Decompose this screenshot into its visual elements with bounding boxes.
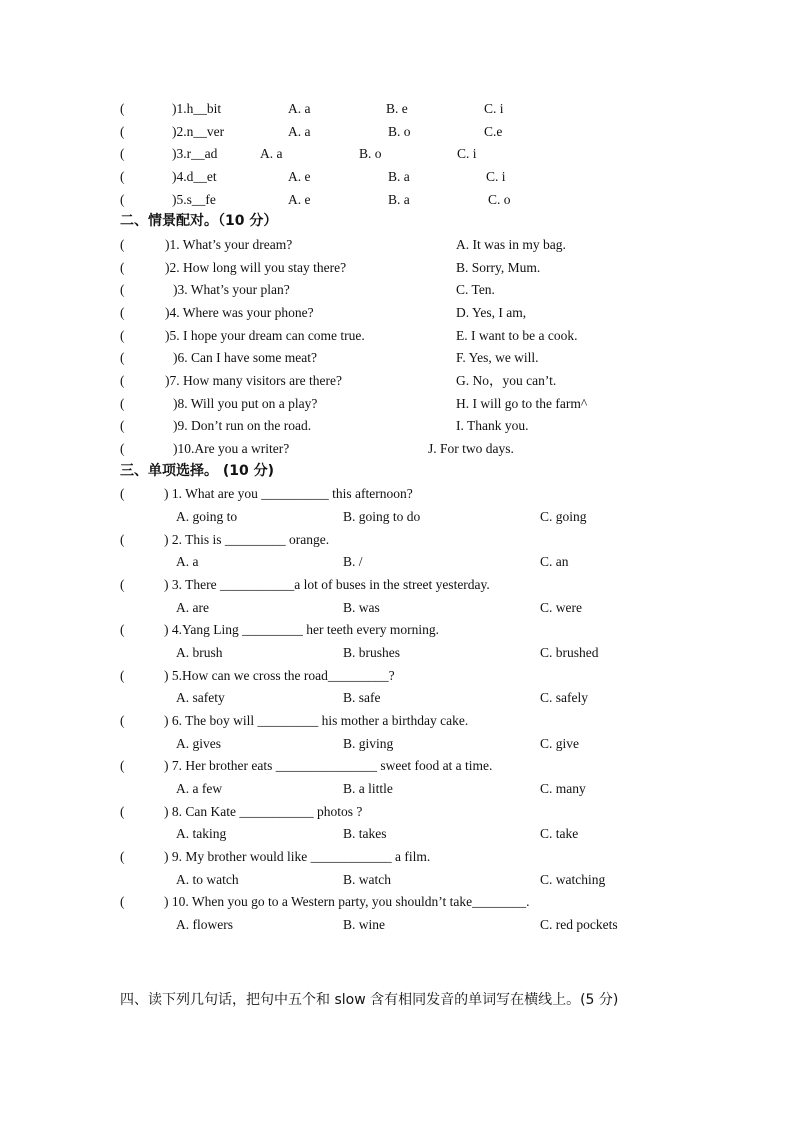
option-c: C. i <box>457 146 477 161</box>
match-answer: I. Thank you. <box>456 418 529 433</box>
option-a: A. safety <box>176 690 225 705</box>
option-c: C. going <box>540 509 587 524</box>
answer-paren[interactable]: ( <box>120 237 125 252</box>
question-text: )3. What’s your plan? <box>173 282 290 297</box>
answer-paren[interactable]: ( <box>120 758 125 773</box>
answer-paren[interactable]: ( <box>120 146 125 161</box>
question-text: )3.r__ad <box>172 146 218 161</box>
option-a: A. a <box>260 146 283 161</box>
match-answer: G. No，you can’t. <box>456 373 557 388</box>
question-text: )5. I hope your dream can come true. <box>165 328 365 343</box>
option-b: B. a <box>388 192 410 207</box>
question-text: )7. How many visitors are there? <box>165 373 342 388</box>
answer-paren[interactable]: ( <box>120 713 125 728</box>
option-c: C. o <box>488 192 511 207</box>
answer-paren[interactable]: ( <box>120 169 125 184</box>
option-c: C. safely <box>540 690 588 705</box>
answer-paren[interactable]: ( <box>120 260 125 275</box>
question-text: ) 3. There ___________a lot of buses in the street yesterday. <box>164 577 490 592</box>
option-b: B. wine <box>343 917 385 932</box>
question-text: )6. Can I have some meat? <box>173 350 317 365</box>
answer-paren[interactable]: ( <box>120 486 125 501</box>
answer-paren[interactable]: ( <box>120 373 125 388</box>
answer-paren[interactable]: ( <box>120 101 125 116</box>
question-text: )8. Will you put on a play? <box>173 396 318 411</box>
question-text: )1. What’s your dream? <box>165 237 293 252</box>
option-c: C. i <box>484 101 504 116</box>
option-b: B. was <box>343 600 380 615</box>
answer-paren[interactable]: ( <box>120 350 125 365</box>
answer-paren[interactable]: ( <box>120 622 125 637</box>
option-a: A. e <box>288 192 311 207</box>
match-answer: A. It was in my bag. <box>456 237 566 252</box>
answer-paren[interactable]: ( <box>120 192 125 207</box>
answer-paren[interactable]: ( <box>120 328 125 343</box>
option-b: B. a little <box>343 781 393 796</box>
option-b: B. o <box>359 146 382 161</box>
option-b: B. going to do <box>343 509 421 524</box>
option-a: A. flowers <box>176 917 233 932</box>
question-text: ) 10. When you go to a Western party, you shouldn’t take________. <box>164 894 530 909</box>
question-text: ) 1. What are you __________ this afternoon? <box>164 486 413 501</box>
option-b: B. watch <box>343 872 391 887</box>
question-text: )4. Where was your phone? <box>165 305 314 320</box>
question-text: ) 2. This is _________ orange. <box>164 532 330 547</box>
option-c: C. many <box>540 781 586 796</box>
option-c: C. brushed <box>540 645 599 660</box>
section-heading: 三、单项选择。 (10 分) <box>120 463 275 479</box>
answer-paren[interactable]: ( <box>120 441 125 456</box>
option-c: C.e <box>484 124 503 139</box>
option-b: B. a <box>388 169 410 184</box>
option-b: B. e <box>386 101 408 116</box>
answer-paren[interactable]: ( <box>120 804 125 819</box>
answer-paren[interactable]: ( <box>120 124 125 139</box>
question-text: )2.n__ver <box>172 124 225 139</box>
option-a: A. taking <box>176 826 227 841</box>
option-c: C. an <box>540 554 569 569</box>
option-a: A. gives <box>176 736 221 751</box>
option-a: A. are <box>176 600 209 615</box>
question-text: ) 7. Her brother eats _______________ sweet food at a time. <box>164 758 493 773</box>
match-answer: E. I want to be a cook. <box>456 328 578 343</box>
answer-paren[interactable]: ( <box>120 282 125 297</box>
option-b: B. safe <box>343 690 381 705</box>
question-text: ) 9. My brother would like ____________ a film. <box>164 849 431 864</box>
answer-paren[interactable]: ( <box>120 894 125 909</box>
answer-paren[interactable]: ( <box>120 532 125 547</box>
option-a: A. a <box>288 124 311 139</box>
match-answer: F. Yes, we will. <box>456 350 539 365</box>
option-a: A. a <box>176 554 199 569</box>
option-c: C. i <box>486 169 506 184</box>
question-text: )2. How long will you stay there? <box>165 260 347 275</box>
option-c: C. were <box>540 600 582 615</box>
option-a: A. brush <box>176 645 223 660</box>
question-text: )10.Are you a writer? <box>173 441 290 456</box>
option-a: A. going to <box>176 509 238 524</box>
option-b: B. / <box>343 554 363 569</box>
option-b: B. giving <box>343 736 394 751</box>
match-answer: D. Yes, I am, <box>456 305 527 320</box>
option-a: A. a few <box>176 781 223 796</box>
option-c: C. take <box>540 826 579 841</box>
answer-paren[interactable]: ( <box>120 418 125 433</box>
match-answer: C. Ten. <box>456 282 495 297</box>
question-text: ) 6. The boy will _________ his mother a birthday cake. <box>164 713 469 728</box>
option-b: B. o <box>388 124 411 139</box>
answer-paren[interactable]: ( <box>120 668 125 683</box>
question-text: )9. Don’t run on the road. <box>173 418 312 433</box>
option-c: C. give <box>540 736 579 751</box>
answer-paren[interactable]: ( <box>120 305 125 320</box>
question-text: ) 5.How can we cross the road_________? <box>164 668 395 683</box>
match-answer: B. Sorry, Mum. <box>456 260 541 275</box>
match-answer: H. I will go to the farm^ <box>456 396 588 411</box>
question-text: ) 4.Yang Ling _________ her teeth every morning. <box>164 622 439 637</box>
option-a: A. e <box>288 169 311 184</box>
answer-paren[interactable]: ( <box>120 577 125 592</box>
option-b: B. takes <box>343 826 387 841</box>
section-heading: 二、情景配对。（10 分） <box>120 213 278 229</box>
question-text: )4.d__et <box>172 169 217 184</box>
section-heading: 四、读下列几句话，把句中五个和 slow 含有相同发音的单词写在横线上。(5 分) <box>120 992 619 1008</box>
option-c: C. watching <box>540 872 606 887</box>
option-b: B. brushes <box>343 645 400 660</box>
question-text: )5.s__fe <box>172 192 216 207</box>
option-c: C. red pockets <box>540 917 618 932</box>
match-answer: J. For two days. <box>428 441 514 456</box>
question-text: )1.h__bit <box>172 101 222 116</box>
option-a: A. to watch <box>176 872 239 887</box>
option-a: A. a <box>288 101 311 116</box>
question-text: ) 8. Can Kate ___________ photos ? <box>164 804 363 819</box>
answer-paren[interactable]: ( <box>120 849 125 864</box>
answer-paren[interactable]: ( <box>120 396 125 411</box>
